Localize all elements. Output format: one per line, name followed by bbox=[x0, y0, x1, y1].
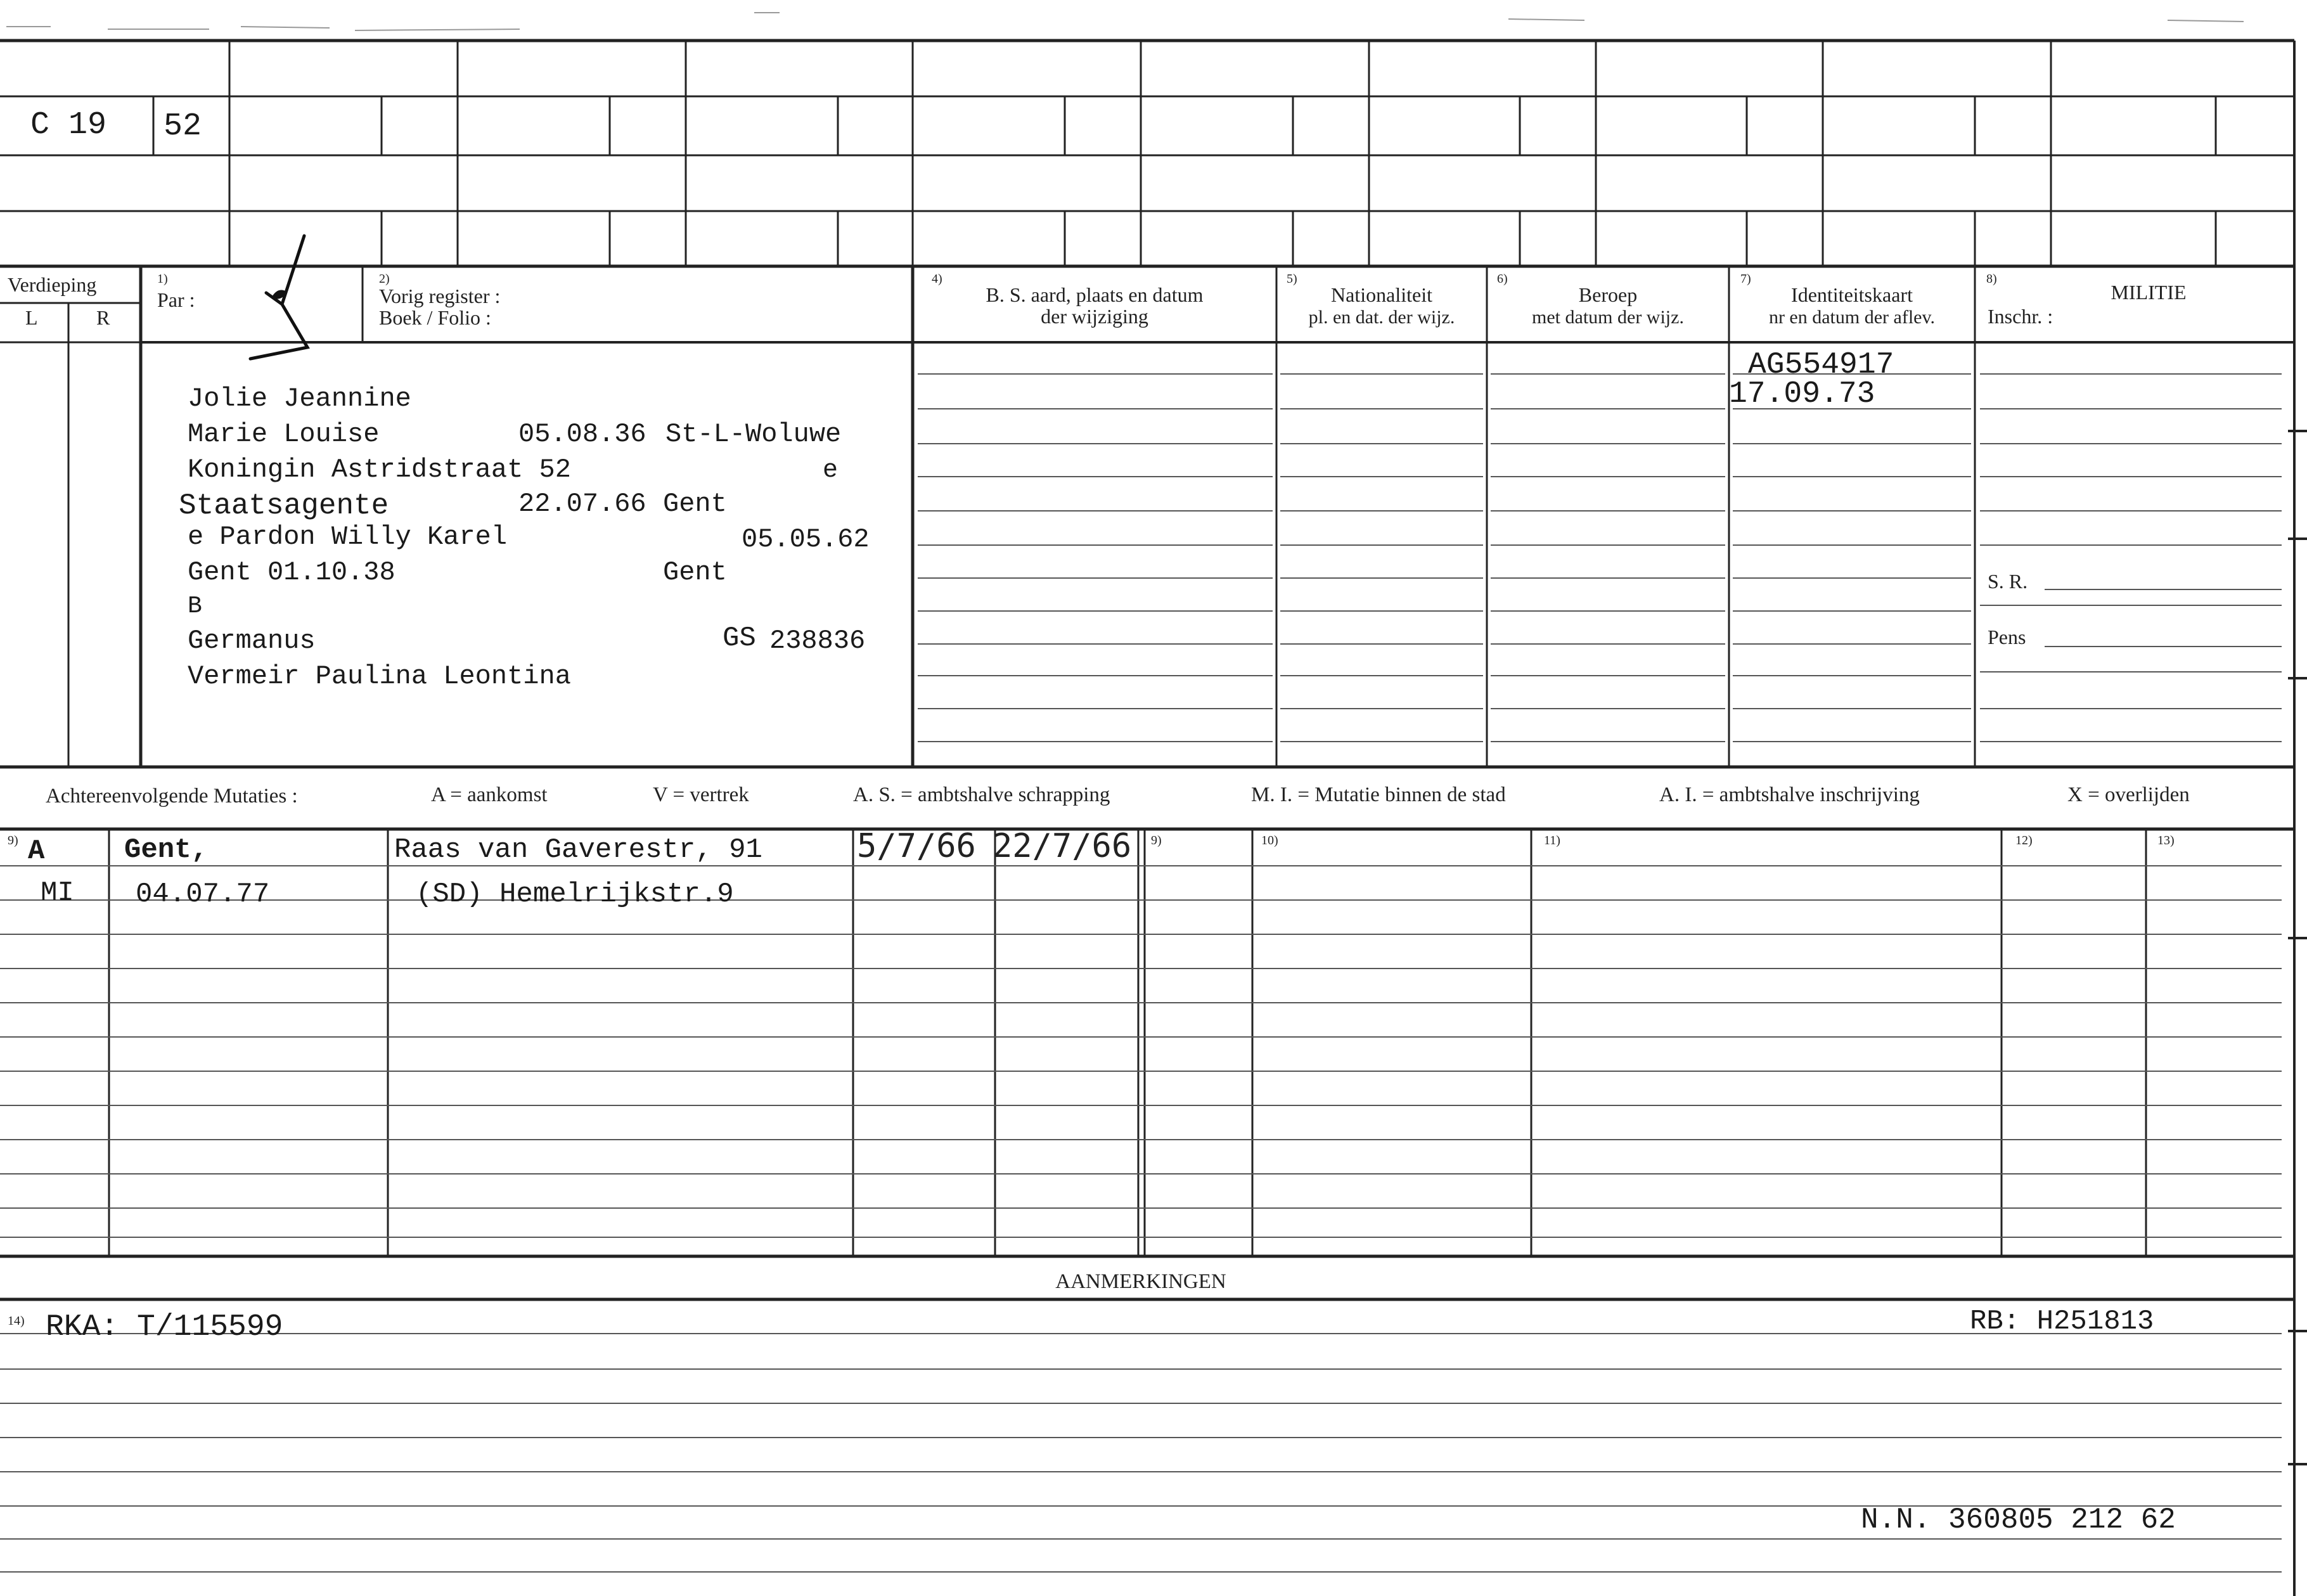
nationaliteit-header-line2: pl. en dat. der wijz. bbox=[1308, 307, 1455, 328]
nationaliteit-header-line1: Nationaliteit bbox=[1331, 283, 1432, 306]
identity-card-date: 17.09.73 bbox=[1729, 377, 1875, 411]
person-line-8-number: 238836 bbox=[769, 626, 866, 656]
card-code: C 19 bbox=[30, 107, 107, 143]
person-line-6-place: Gent bbox=[663, 557, 727, 588]
remark-rb: RB: H251813 bbox=[1970, 1306, 2154, 1337]
mutations-title: Achtereenvolgende Mutaties : bbox=[46, 785, 298, 808]
boek-folio-label: Boek / Folio : bbox=[379, 306, 491, 329]
militie-header: MILITIE bbox=[2111, 281, 2187, 304]
person-line-8-code: GS bbox=[723, 622, 756, 654]
mutation-row2-date: 04.07.77 bbox=[136, 878, 270, 910]
mutation-legend-x: X = overlijden bbox=[2067, 783, 2190, 806]
pens-label: Pens bbox=[1988, 626, 2026, 648]
person-line-8: Germanus bbox=[188, 626, 316, 656]
identiteitskaart-header-line1: Identiteitskaart bbox=[1791, 283, 1913, 306]
mutation-row2-address: (SD) Hemelrijkstr.9 bbox=[416, 878, 734, 910]
sr-label: S. R. bbox=[1988, 570, 2028, 593]
person-line-6: Gent 01.10.38 bbox=[188, 557, 395, 588]
mutation-legend-as: A. S. = ambtshalve schrapping bbox=[853, 783, 1110, 806]
footnote-13: 13) bbox=[2157, 833, 2175, 847]
footnote-11: 11) bbox=[1544, 833, 1560, 847]
remark-rka: RKA: T/115599 bbox=[46, 1310, 283, 1344]
person-line-5: e Pardon Willy Karel bbox=[188, 522, 508, 552]
person-line-5-date: 05.05.62 bbox=[742, 524, 870, 555]
person-line-4-job: Staatsagente bbox=[179, 489, 389, 522]
floor-right-label: R bbox=[96, 306, 110, 329]
mutation-row1-city: Gent, bbox=[124, 834, 209, 866]
person-line-7: B bbox=[188, 593, 202, 620]
footnote-12: 12) bbox=[2015, 833, 2033, 847]
beroep-header-line2: met datum der wijz. bbox=[1532, 307, 1684, 328]
person-line-9: Vermeir Paulina Leontina bbox=[188, 661, 571, 692]
mutation-legend-a: A = aankomst bbox=[431, 783, 548, 806]
verdieping-label: Verdieping bbox=[8, 273, 97, 296]
mutation-legend-v: V = vertrek bbox=[653, 783, 749, 806]
footnote-7: 7) bbox=[1740, 272, 1751, 286]
beroep-header-line1: Beroep bbox=[1578, 283, 1638, 306]
mutation-legend-ai: A. I. = ambtshalve inschrijving bbox=[1659, 783, 1920, 806]
person-line-2-date: 05.08.36 bbox=[518, 419, 646, 449]
footnote-6: 6) bbox=[1497, 272, 1508, 286]
identity-card-number: AG554917 bbox=[1748, 348, 1894, 382]
footnote-10: 10) bbox=[1261, 833, 1278, 847]
bs-header-line1: B. S. aard, plaats en datum bbox=[986, 283, 1204, 306]
identiteitskaart-header-line2: nr en datum der aflev. bbox=[1768, 307, 1936, 328]
person-line-4-date: 22.07.66 bbox=[518, 489, 646, 519]
par-label: Par : bbox=[157, 288, 195, 311]
person-line-3-letter: e bbox=[823, 456, 839, 485]
vorig-register-label: Vorig register : bbox=[379, 285, 501, 307]
footnote-1: 1) bbox=[157, 272, 168, 286]
person-line-4-place: Gent bbox=[663, 489, 727, 519]
footnote-9b: 9) bbox=[1151, 833, 1162, 847]
inschr-label: Inschr. : bbox=[1988, 305, 2053, 328]
remark-nn: N.N. 360805 212 62 bbox=[1861, 1503, 2176, 1536]
footnote-8: 8) bbox=[1986, 272, 1997, 286]
footnote-2: 2) bbox=[379, 272, 390, 286]
footnote-9a: 9) bbox=[8, 833, 18, 847]
mutation-row1-date-register: 22/7/66 bbox=[993, 827, 1132, 865]
mutation-row1-code: A bbox=[28, 835, 45, 867]
bs-header-line2: der wijziging bbox=[1041, 305, 1148, 328]
aanmerkingen-title: AANMERKINGEN bbox=[1055, 1270, 1226, 1293]
mutation-row1-date-arrival: 5/7/66 bbox=[857, 827, 976, 865]
floor-left-label: L bbox=[25, 306, 38, 329]
person-line-2-place: St-L-Woluwe bbox=[665, 419, 842, 449]
footnote-4: 4) bbox=[932, 272, 942, 286]
person-line-3: Koningin Astridstraat 52 bbox=[188, 454, 571, 485]
person-line-1: Jolie Jeannine bbox=[188, 383, 411, 414]
mutation-row1-address: Raas van Gaverestr, 91 bbox=[394, 834, 762, 866]
card-number: 52 bbox=[164, 108, 202, 145]
mutation-legend-mi: M. I. = Mutatie binnen de stad bbox=[1251, 783, 1506, 806]
mutation-row2-code: MI bbox=[41, 877, 74, 909]
person-line-2-name: Marie Louise bbox=[188, 419, 380, 449]
footnote-14: 14) bbox=[8, 1314, 25, 1328]
footnote-5: 5) bbox=[1287, 272, 1297, 286]
